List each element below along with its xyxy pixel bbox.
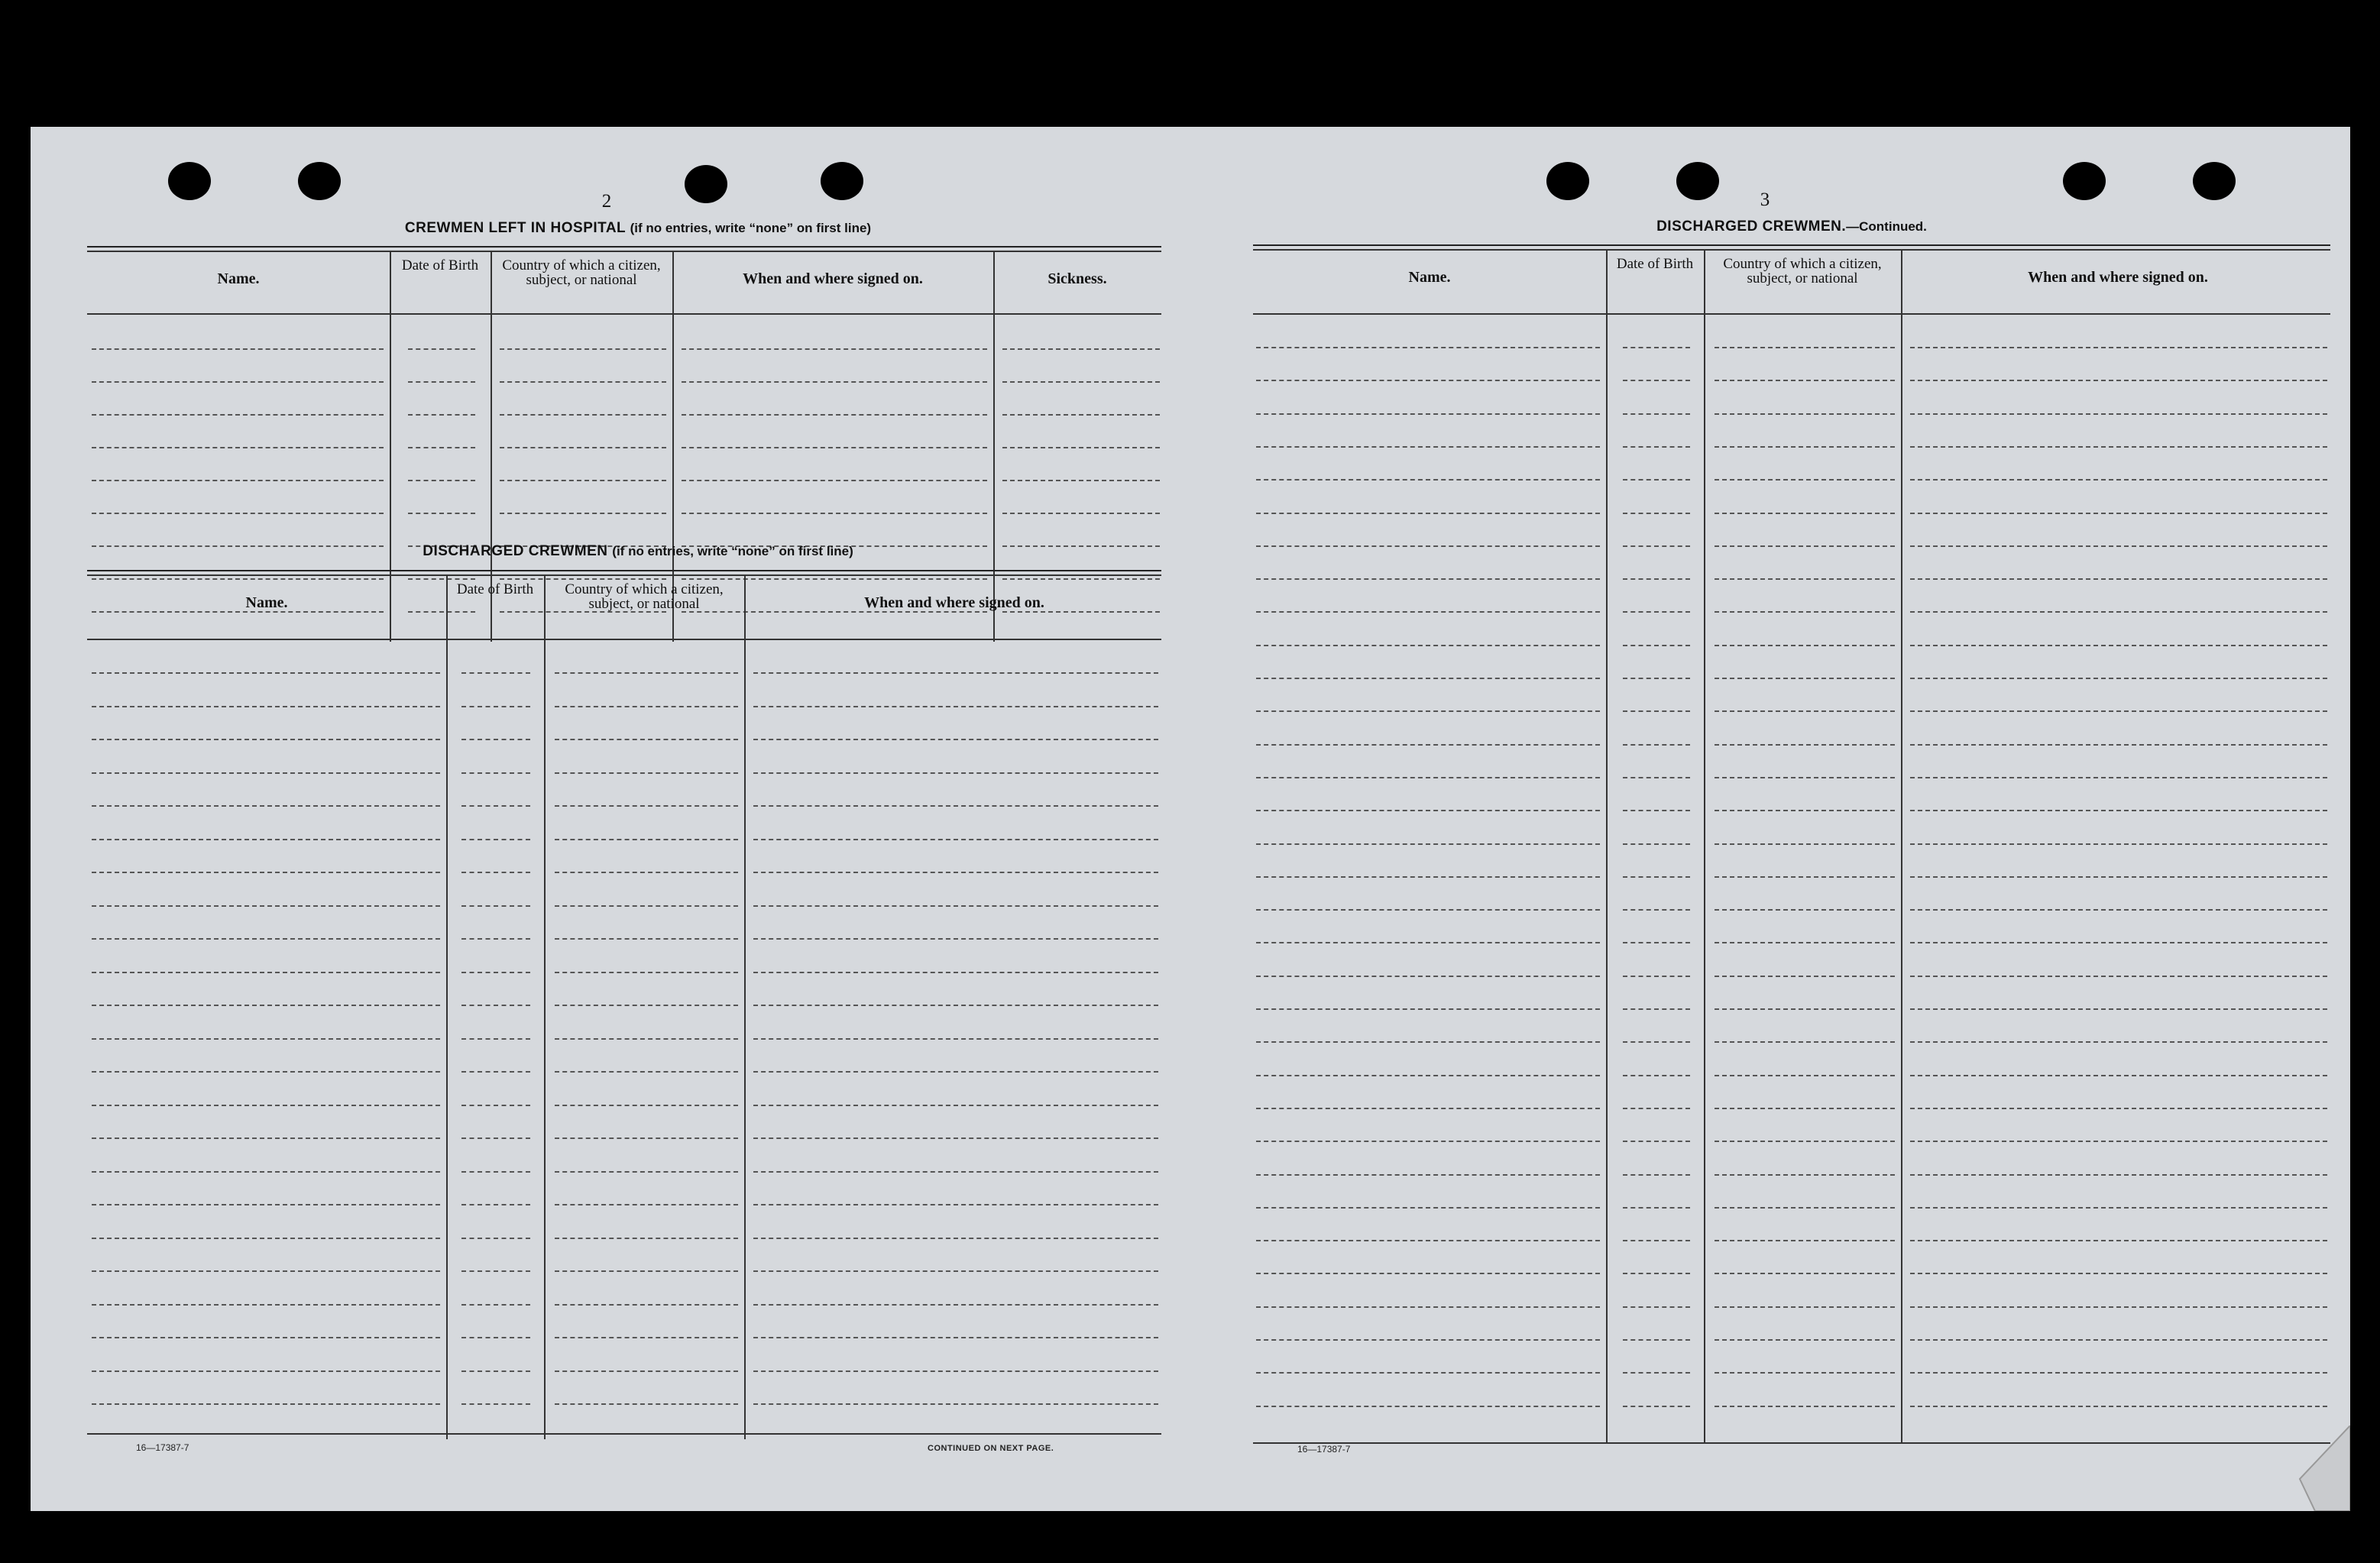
entry-line [1715, 347, 1895, 348]
entry-line [461, 1105, 530, 1106]
right-col-name: Name. [1408, 269, 1451, 286]
entry-line [408, 480, 475, 481]
entry-line [92, 1171, 440, 1173]
entry-line [1256, 909, 1600, 911]
entry-line [682, 381, 987, 383]
entry-line [753, 1403, 1158, 1405]
entry-line [555, 772, 738, 774]
punch-hole [2063, 162, 2106, 200]
entry-line [555, 839, 738, 840]
continued-note: CONTINUED ON NEXT PAGE. [928, 1444, 1054, 1453]
right-col-signed-on: When and where signed on. [2028, 269, 2208, 286]
entry-line [1910, 1406, 2327, 1407]
entry-line [1256, 645, 1600, 646]
entry-line [92, 1105, 440, 1106]
entry-line [92, 772, 440, 774]
entry-line [555, 1005, 738, 1006]
entry-line [753, 972, 1158, 973]
entry-line [753, 1137, 1158, 1139]
entry-line [555, 672, 738, 674]
entry-line [1623, 976, 1690, 977]
entry-line [555, 1171, 738, 1173]
entry-line [1623, 744, 1690, 746]
form-sheet [31, 127, 2350, 1511]
entry-line [1623, 1174, 1690, 1176]
entry-line [1623, 876, 1690, 878]
entry-line [1256, 843, 1600, 845]
form-number-right: 16—17387-7 [1297, 1444, 1351, 1455]
entry-line [92, 872, 440, 873]
entry-line [1910, 1075, 2327, 1076]
entry-line [1256, 777, 1600, 778]
entry-line [1910, 1207, 2327, 1209]
entry-line [1623, 1207, 1690, 1209]
entry-line [682, 513, 987, 514]
entry-line [461, 1304, 530, 1306]
entry-line [461, 772, 530, 774]
punch-hole [168, 162, 211, 200]
entry-line [753, 1270, 1158, 1272]
entry-line [1910, 909, 2327, 911]
entry-line [1715, 1008, 1895, 1010]
entry-line [1715, 1339, 1895, 1341]
entry-line [1256, 1207, 1600, 1209]
entry-line [92, 1337, 440, 1338]
entry-line [461, 1238, 530, 1239]
right-title-suffix: —Continued. [1846, 219, 1927, 234]
entry-line [1715, 479, 1895, 481]
entry-line [1910, 446, 2327, 448]
entry-line [1715, 678, 1895, 679]
curled-corner [2292, 1425, 2350, 1511]
entry-line [1002, 414, 1160, 416]
entry-line [753, 1337, 1158, 1338]
right-col-dob: Date of Birth [1616, 256, 1694, 272]
entry-line [1715, 1372, 1895, 1374]
entry-line [92, 1071, 440, 1073]
entry-line [1910, 876, 2327, 878]
entry-line [1623, 479, 1690, 481]
entry-line [1910, 413, 2327, 415]
entry-line [1910, 1273, 2327, 1274]
entry-line [92, 1238, 440, 1239]
entry-line [92, 739, 440, 740]
entry-line [1715, 611, 1895, 613]
entry-line [682, 414, 987, 416]
entry-line [1623, 1075, 1690, 1076]
entry-line [1715, 645, 1895, 646]
entry-line [92, 839, 440, 840]
entry-line [461, 872, 530, 873]
entry-line [1256, 479, 1600, 481]
entry-line [500, 513, 666, 514]
entry-line [682, 348, 987, 350]
entry-line [1715, 1174, 1895, 1176]
entry-line [1715, 578, 1895, 580]
entry-line [1623, 1406, 1690, 1407]
form-number-left: 16—17387-7 [136, 1442, 189, 1453]
entry-line [1715, 380, 1895, 381]
entry-line [461, 1171, 530, 1173]
page-number-right: 3 [1760, 189, 1770, 210]
entry-line [1910, 976, 2327, 977]
entry-line [753, 805, 1158, 807]
page-number-left: 2 [601, 191, 612, 212]
discharged-col-signed-on: When and where signed on. [864, 594, 1044, 611]
hospital-col-sickness: Sickness. [1048, 270, 1107, 287]
hospital-col-country: Country of which a citizen, subject, or national [502, 257, 661, 288]
entry-line [1256, 1306, 1600, 1308]
entry-line [753, 1005, 1158, 1006]
entry-line [1002, 381, 1160, 383]
entry-line [1715, 1041, 1895, 1043]
entry-line [461, 805, 530, 807]
entry-line [92, 480, 384, 481]
entry-line [1256, 380, 1600, 381]
entry-line [461, 1337, 530, 1338]
entry-line [92, 1005, 440, 1006]
entry-line [1623, 1339, 1690, 1341]
entry-line [408, 447, 475, 448]
entry-line [1715, 777, 1895, 778]
entry-line [753, 1238, 1158, 1239]
entry-line [500, 381, 666, 383]
entry-line [1002, 447, 1160, 448]
entry-line [1256, 744, 1600, 746]
entry-line [1623, 413, 1690, 415]
entry-line [753, 938, 1158, 940]
right-section-title [1253, 218, 2330, 235]
hospital-section-title [76, 220, 1200, 237]
entry-line [1715, 1273, 1895, 1274]
entry-line [92, 938, 440, 940]
entry-line [1910, 942, 2327, 943]
entry-line [92, 381, 384, 383]
hospital-title-note: (if no entries, write “none” on first line) [630, 221, 872, 235]
entry-line [500, 480, 666, 481]
entry-line [555, 1304, 738, 1306]
punch-hole [2193, 162, 2236, 200]
punch-hole [298, 162, 341, 200]
entry-line [1256, 1273, 1600, 1274]
entry-line [753, 872, 1158, 873]
entry-line [555, 1105, 738, 1106]
discharged-col-dob: Date of Birth [456, 581, 534, 597]
entry-line [461, 1137, 530, 1139]
entry-line [1623, 545, 1690, 547]
entry-line [92, 1304, 440, 1306]
entry-line [1256, 611, 1600, 613]
entry-line [1256, 1174, 1600, 1176]
entry-line [461, 1370, 530, 1372]
entry-line [1715, 513, 1895, 514]
hospital-col-name: Name. [217, 270, 260, 287]
entry-line [408, 381, 475, 383]
entry-line [1623, 347, 1690, 348]
entry-line [92, 513, 384, 514]
entry-line [1623, 1372, 1690, 1374]
entry-line [753, 1105, 1158, 1106]
entry-line [555, 1071, 738, 1073]
entry-line [1715, 446, 1895, 448]
entry-line [1910, 810, 2327, 811]
entry-line [1256, 1041, 1600, 1043]
entry-line [1623, 380, 1690, 381]
entry-line [1256, 1372, 1600, 1374]
punch-hole [1676, 162, 1719, 200]
entry-line [555, 1370, 738, 1372]
entry-line [1910, 1339, 2327, 1341]
entry-line [1910, 843, 2327, 845]
entry-line [1256, 1406, 1600, 1407]
entry-line [753, 1204, 1158, 1205]
entry-line [1715, 1075, 1895, 1076]
entry-line [1623, 1273, 1690, 1274]
entry-line [461, 672, 530, 674]
entry-line [1910, 1174, 2327, 1176]
entry-line [1256, 513, 1600, 514]
entry-line [1715, 942, 1895, 943]
entry-line [1623, 1306, 1690, 1308]
entry-line [1623, 611, 1690, 613]
entry-line [1623, 710, 1690, 712]
entry-line [461, 1204, 530, 1205]
entry-line [1256, 942, 1600, 943]
entry-line [1256, 678, 1600, 679]
entry-line [1910, 380, 2327, 381]
discharged-title-text: DISCHARGED CREWMEN [423, 543, 608, 559]
entry-line [500, 447, 666, 448]
punch-hole [1546, 162, 1589, 200]
entry-line [1910, 1141, 2327, 1142]
entry-line [1715, 1406, 1895, 1407]
punch-hole [685, 165, 727, 203]
entry-line [1256, 1075, 1600, 1076]
entry-line [92, 1137, 440, 1139]
entry-line [1910, 578, 2327, 580]
entry-line [500, 414, 666, 416]
punch-hole [821, 162, 863, 200]
entry-line [408, 513, 475, 514]
entry-line [555, 1403, 738, 1405]
entry-line [753, 839, 1158, 840]
entry-line [1910, 1008, 2327, 1010]
entry-line [555, 1038, 738, 1040]
discharged-table-right [1253, 244, 2330, 1467]
entry-line [1910, 479, 2327, 481]
entry-line [753, 1038, 1158, 1040]
entry-line [1910, 513, 2327, 514]
entry-line [555, 805, 738, 807]
entry-line [1910, 777, 2327, 778]
entry-line [92, 905, 440, 907]
entry-line [682, 447, 987, 448]
entry-line [461, 938, 530, 940]
entry-line [1910, 1372, 2327, 1374]
entry-line [1715, 1240, 1895, 1241]
entry-line [1715, 909, 1895, 911]
entry-line [1623, 1240, 1690, 1241]
entry-line [555, 972, 738, 973]
entry-line [1715, 710, 1895, 712]
entry-line [1910, 545, 2327, 547]
entry-line [753, 905, 1158, 907]
entry-line [461, 739, 530, 740]
entry-line [753, 706, 1158, 707]
entry-line [1623, 777, 1690, 778]
entry-line [1910, 1108, 2327, 1109]
entry-line [92, 1204, 440, 1205]
entry-line [92, 706, 440, 707]
entry-line [92, 414, 384, 416]
entry-line [1623, 843, 1690, 845]
entry-line [461, 905, 530, 907]
entry-line [92, 805, 440, 807]
entry-line [1715, 1141, 1895, 1142]
entry-line [753, 739, 1158, 740]
entry-line [1623, 942, 1690, 943]
entry-line [753, 672, 1158, 674]
entry-line [1002, 513, 1160, 514]
hospital-col-dob: Date of Birth [401, 257, 479, 273]
entry-line [1256, 347, 1600, 348]
entry-line [92, 1038, 440, 1040]
entry-line [1256, 876, 1600, 878]
entry-line [682, 480, 987, 481]
entry-line [408, 348, 475, 350]
entry-line [500, 348, 666, 350]
entry-line [555, 706, 738, 707]
right-title-text: DISCHARGED CREWMEN. [1656, 218, 1847, 235]
entry-line [1910, 744, 2327, 746]
entry-line [555, 1238, 738, 1239]
entry-line [555, 872, 738, 873]
entry-line [1910, 710, 2327, 712]
entry-line [1910, 611, 2327, 613]
entry-line [92, 1403, 440, 1405]
entry-line [1256, 810, 1600, 811]
entry-line [1715, 744, 1895, 746]
entry-line [461, 706, 530, 707]
entry-line [1623, 810, 1690, 811]
entry-line [1623, 1041, 1690, 1043]
entry-line [555, 1137, 738, 1139]
entry-line [555, 938, 738, 940]
entry-line [461, 839, 530, 840]
entry-line [1910, 1240, 2327, 1241]
entry-line [1256, 976, 1600, 977]
entry-line [461, 1071, 530, 1073]
entry-line [92, 447, 384, 448]
entry-line [1715, 976, 1895, 977]
entry-line [1715, 810, 1895, 811]
entry-line [1002, 480, 1160, 481]
discharged-section-title [76, 543, 1200, 560]
entry-line [555, 1337, 738, 1338]
entry-line [753, 1370, 1158, 1372]
entry-line [555, 739, 738, 740]
entry-line [753, 1171, 1158, 1173]
entry-line [461, 1038, 530, 1040]
entry-line [1256, 1339, 1600, 1341]
entry-line [1715, 876, 1895, 878]
entry-line [1715, 1306, 1895, 1308]
entry-line [1910, 678, 2327, 679]
entry-line [1715, 1108, 1895, 1109]
entry-line [753, 1304, 1158, 1306]
entry-line [92, 1370, 440, 1372]
entry-line [1256, 1240, 1600, 1241]
entry-line [753, 772, 1158, 774]
entry-line [1256, 1108, 1600, 1109]
entry-line [753, 1071, 1158, 1073]
entry-line [1715, 413, 1895, 415]
hospital-col-signed-on: When and where signed on. [743, 270, 923, 287]
entry-line [1623, 446, 1690, 448]
entry-line [1623, 645, 1690, 646]
entry-line [408, 414, 475, 416]
entry-line [1715, 545, 1895, 547]
entry-line [1623, 909, 1690, 911]
entry-line [92, 672, 440, 674]
entry-line [1256, 545, 1600, 547]
right-col-country: Country of which a citizen, subject, or national [1723, 256, 1882, 286]
entry-line [1715, 843, 1895, 845]
entry-line [1623, 1108, 1690, 1109]
entry-line [555, 1270, 738, 1272]
entry-line [1256, 413, 1600, 415]
entry-line [1910, 347, 2327, 348]
entry-line [1910, 645, 2327, 646]
entry-line [555, 1204, 738, 1205]
entry-line [555, 905, 738, 907]
entry-line [1623, 1008, 1690, 1010]
entry-line [1623, 513, 1690, 514]
entry-line [1623, 578, 1690, 580]
entry-line [1002, 348, 1160, 350]
entry-line [1623, 678, 1690, 679]
entry-line [92, 1270, 440, 1272]
hospital-title-text: CREWMEN LEFT IN HOSPITAL [404, 220, 626, 236]
entry-line [461, 1005, 530, 1006]
entry-line [92, 348, 384, 350]
discharged-title-note: (if no entries, write “none” on first line) [612, 544, 853, 558]
entry-line [1256, 1008, 1600, 1010]
entry-line [92, 972, 440, 973]
discharged-col-country: Country of which a citizen, subject, or national [565, 581, 724, 612]
entry-line [1256, 578, 1600, 580]
entry-line [1910, 1306, 2327, 1308]
discharged-col-name: Name. [245, 594, 288, 611]
entry-line [461, 1270, 530, 1272]
entry-line [1715, 1207, 1895, 1209]
entry-line [1910, 1041, 2327, 1043]
entry-line [461, 972, 530, 973]
entry-line [1256, 446, 1600, 448]
discharged-table-left [87, 570, 1161, 1563]
entry-line [1256, 710, 1600, 712]
entry-line [461, 1403, 530, 1405]
entry-line [1623, 1141, 1690, 1142]
entry-line [1256, 1141, 1600, 1142]
